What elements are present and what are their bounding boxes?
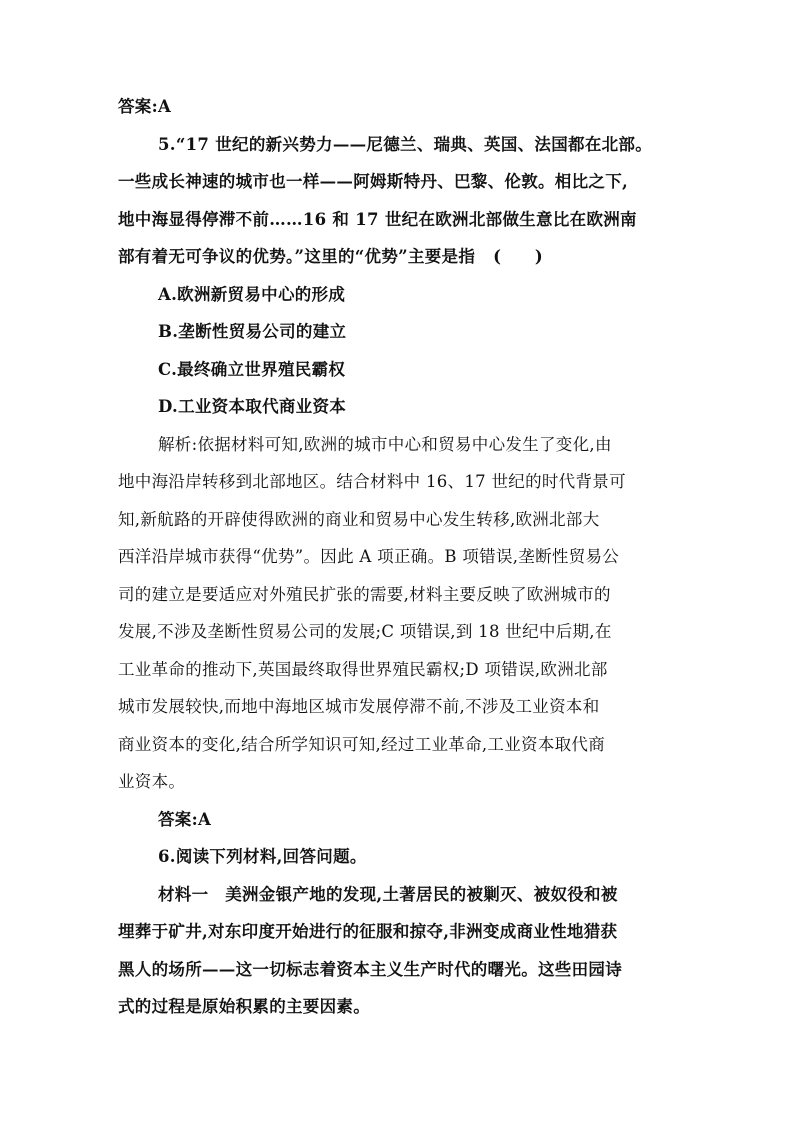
answer-label: 答案:A [158,809,212,829]
analysis-line: 西洋沿岸城市获得“优势”。因此 A 项正确。B 项错误,垄断性贸易公 [118,547,620,566]
question-6 [118,838,688,1026]
question-5 [118,126,688,426]
question-5-line: 5.“17 世纪的新兴势力——尼德兰、瑞典、英国、法国都在北部。 [158,134,653,154]
document-content [118,88,688,1026]
question-5-line: 部有着无可争议的优势。”这里的“优势”主要是指 [118,247,476,266]
material-line: 式的过程是原始积累的主要因素。 [118,997,370,1016]
analysis-line: 知,新航路的开辟使得欧洲的商业和贸易中心发生转移,欧洲北部大 [118,509,600,529]
option-b: B.垄断性贸易公司的建立 [158,322,347,341]
analysis-line: 城市发展较快,而地中海地区城市发展停滞不前,不涉及工业资本和 [118,697,600,716]
option-d: D.工业资本取代商业资本 [158,397,347,416]
option-a: A.欧洲新贸易中心的形成 [158,284,346,304]
question-5-line: 一些成长神速的城市也一样——阿姆斯特丹、巴黎、伦敦。相比之下, [118,172,629,191]
analysis [118,426,688,801]
question-5-line: 地中海显得停滞不前……16 和 17 世纪在欧洲北部做生意比在欧洲南 [118,209,637,229]
analysis-line: 商业资本的变化,结合所学知识可知,经过工业革命,工业资本取代商 [118,734,606,754]
analysis-line: 工业革命的推动下,英国最终取得世界殖民霸权;D 项错误,欧洲北部 [118,659,608,679]
analysis-line: 司的建立是要适应对外殖民扩张的需要,材料主要反映了欧洲城市的 [118,584,611,604]
analysis-line: 发展,不涉及垄断性贸易公司的发展;C 项错误,到 18 世纪中后期,在 [118,622,612,641]
analysis-line: 解析:依据材料可知,欧洲的城市中心和贸易中心发生了变化,由 [158,434,612,454]
analysis-line: 业资本。 [118,772,186,791]
analysis-line: 地中海沿岸转移到北部地区。结合材料中 16、17 世纪的时代背景可 [118,472,626,491]
question-6-title: 6.阅读下列材料,回答问题。 [158,847,367,866]
material-line: 埋葬于矿井,对东印度开始进行的征服和掠夺,非洲变成商业性地猎获 [118,922,618,941]
answer-label: 答案:A [118,97,172,116]
option-c: C.最终确立世界殖民霸权 [158,359,346,379]
answer-blank: ( ) [493,247,543,266]
material-line: 黑人的场所——这一切标志着资本主义生产时代的曙光。这些田园诗 [118,959,622,979]
material-line: 材料一 美洲金银产地的发现,土著居民的被剿灭、被奴役和被 [158,884,618,904]
question-5-last-line [118,238,688,276]
